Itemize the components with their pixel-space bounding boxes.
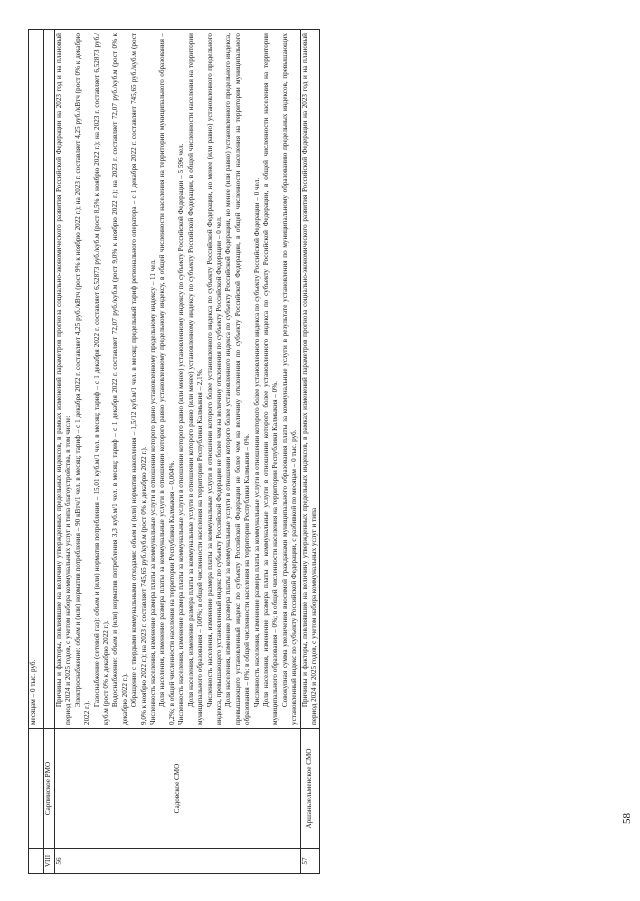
municipal-index-table [28,29,320,874]
table-row-sadovskoe [55,30,301,874]
paragraph: Численность населения, изменение размера платы за коммунальные услуги в отношении которого более установленного индекса по субъекту Российской Федерации, но менее (или равно) установленного предельного индекса, превышающего установленный индекс по субъекту Российской Федерации не более чем на величину отклонения по субъекту Российской Федерации – 0 чел. [205,33,223,725]
paragraph: Совокупная сумма увеличения вносимой гражданами муниципального образования платы за коммунальные услуги в результате установления по муниципальному образованию предельных индексов, превышающих установленный индекс по субъекту Российской Федерации, с разбивкой по месяцам – 0 тыс. руб. [280,33,299,725]
table-row-continuation [29,30,44,874]
table-row-arshanzelmenskoe [300,30,320,874]
paragraph: Доля населения, изменение размера платы за коммунальные услуги в отношении которого более установленного индекса по субъекту Российской Федерации, в общей численности населения на территории муниципального образования – 0%; в общей численности населения на территории Республики Калмыкия – 0%. [261,33,280,725]
page-number: 58 [621,813,633,824]
rotated-landscape-sheet [28,30,633,874]
row-number: 57 [300,849,320,874]
paragraph: Доля населения, изменение размера платы за коммунальные услуги в отношении которого более установленного индекса по субъекту Российской Федерации, но менее (или равно) установленного предельного индекса, превышающего установленный индекс по субъекту Российской Федерации не более чем на величину отклонения по субъекту Российской Федерации, в общей численности населения на территории муниципального образования – 0%; в общей численности населения на территории Республики Калмыкия – 0%. [224,33,252,725]
paragraph: Причины и факторы, повлиявшие на величину утвержденных предельных индексов, в рамках изменений параметров прогноза социально-экономического развития Российской Федерации на 2023 год и на плановый период 2024 и 2025 годов, с учетом набора коммунальных услуг и типа [300,33,318,725]
paragraph: Водоснабжение: объем и (или) норматив потребления 3,3 куб.м/1 чел. в месяц; тариф – с 1 декабря 2022 г. составляет 72,07 руб./куб.м (рост 9,0% к ноябрю 2022 г.); на 2023 г. составляет 72,07 руб./куб.м (рост 0% к декабрю 2022 г.). [111,33,129,725]
paragraph: Доля населения, изменение размера платы за коммунальные услуги в отношении которого равно (или менее) установленному индексу по субъекту Российской Федерации, в общей численности населения на территории муниципального образования – 100%; в общей численности населения на территории Республики Калмыкия – 2,1%. [186,33,205,725]
continuation-text: месяцам – 0 тыс. руб. [29,659,37,725]
description-cell [55,30,301,729]
empty-name-cell [29,729,44,849]
paragraph: Обращение с твердыми коммунальными отходами: объем и (или) норматив накопления – 1,5/12 куб.м/1 чел. в месяц; предельный тариф регионального оператора – с 1 декабря 2022 г. составляет 745,65 руб./куб.м (рост 9,0% к ноябрю 2022 г.); на 2023 г. составляет 745,65 руб./куб.м (рост 0% к декабрю 2022 г.). [130,33,148,725]
paragraph: Доля населения, изменение размера платы за коммунальные услуги в отношении которого равно установленному предельному индексу, в общей численности населения на территории муниципального образования – 0,2%; в общей численности населения на территории Республики Калмыкия – 0,004%. [158,33,176,725]
paragraph: Причины и факторы, повлиявшие на величину утвержденных предельных индексов, в рамках изменений параметров прогноза социально-экономического развития Российской Федерации на 2023 год и на плановый период 2024 и 2025 годов, с учетом набора коммунальных услуг и типа благоустройства, в том числе: [55,33,73,725]
paragraph: Электроснабжение: объем и (или) норматив потребления – 90 кВтч/1 чел. в месяц; тариф – с 1 декабря 2022 г. составляет 4,25 руб./кВтч (рост 9% к ноябрю 2022 г.); на 2023 г. составляет 4,25 руб./кВтч (рост 0% к декабрю 2022 г.). [73,33,92,725]
section-name: Сарпинское РМО [44,729,55,849]
paragraph: Численность населения, изменение размера платы за коммунальные услуги в отношении которого более установленного индекса по субъекту Российской Федерации – 0 чел. [252,177,261,708]
municipality-name: Аршаньзельменское СМО [300,729,320,849]
municipality-name: Садовское СМО [55,729,301,849]
section-empty-cell [44,30,55,729]
paragraph: Численность населения, изменение размера платы за коммунальные услуги в отношении которого равно (или менее) установленному индексу по субъекту Российской Федерации – 5 596 чел. [177,143,186,725]
description-cell [300,30,320,729]
paragraph: Численность населения, изменение размера платы за коммунальные услуги в отношении которого равно установленному предельному индексу – 11 чел. [149,259,158,725]
section-number: VIII [44,849,55,874]
row-number: 56 [55,849,301,874]
empty-number-cell [29,849,44,874]
paragraph: Газоснабжение (сетевой газ): объем и (или) норматив потребления – 15,01 куб.м/1 чел. в месяц; тариф – с 1 декабря 2022 г. составляет 6,52873 руб./куб.м (рост 8,5% к ноябрю 2022 г.); на 2023 г. составляет 6,52873 руб./куб.м (рост 0% к декабрю 2022 г.). [92,33,111,725]
continuation-text-cell [29,30,44,729]
section-row [44,30,55,874]
